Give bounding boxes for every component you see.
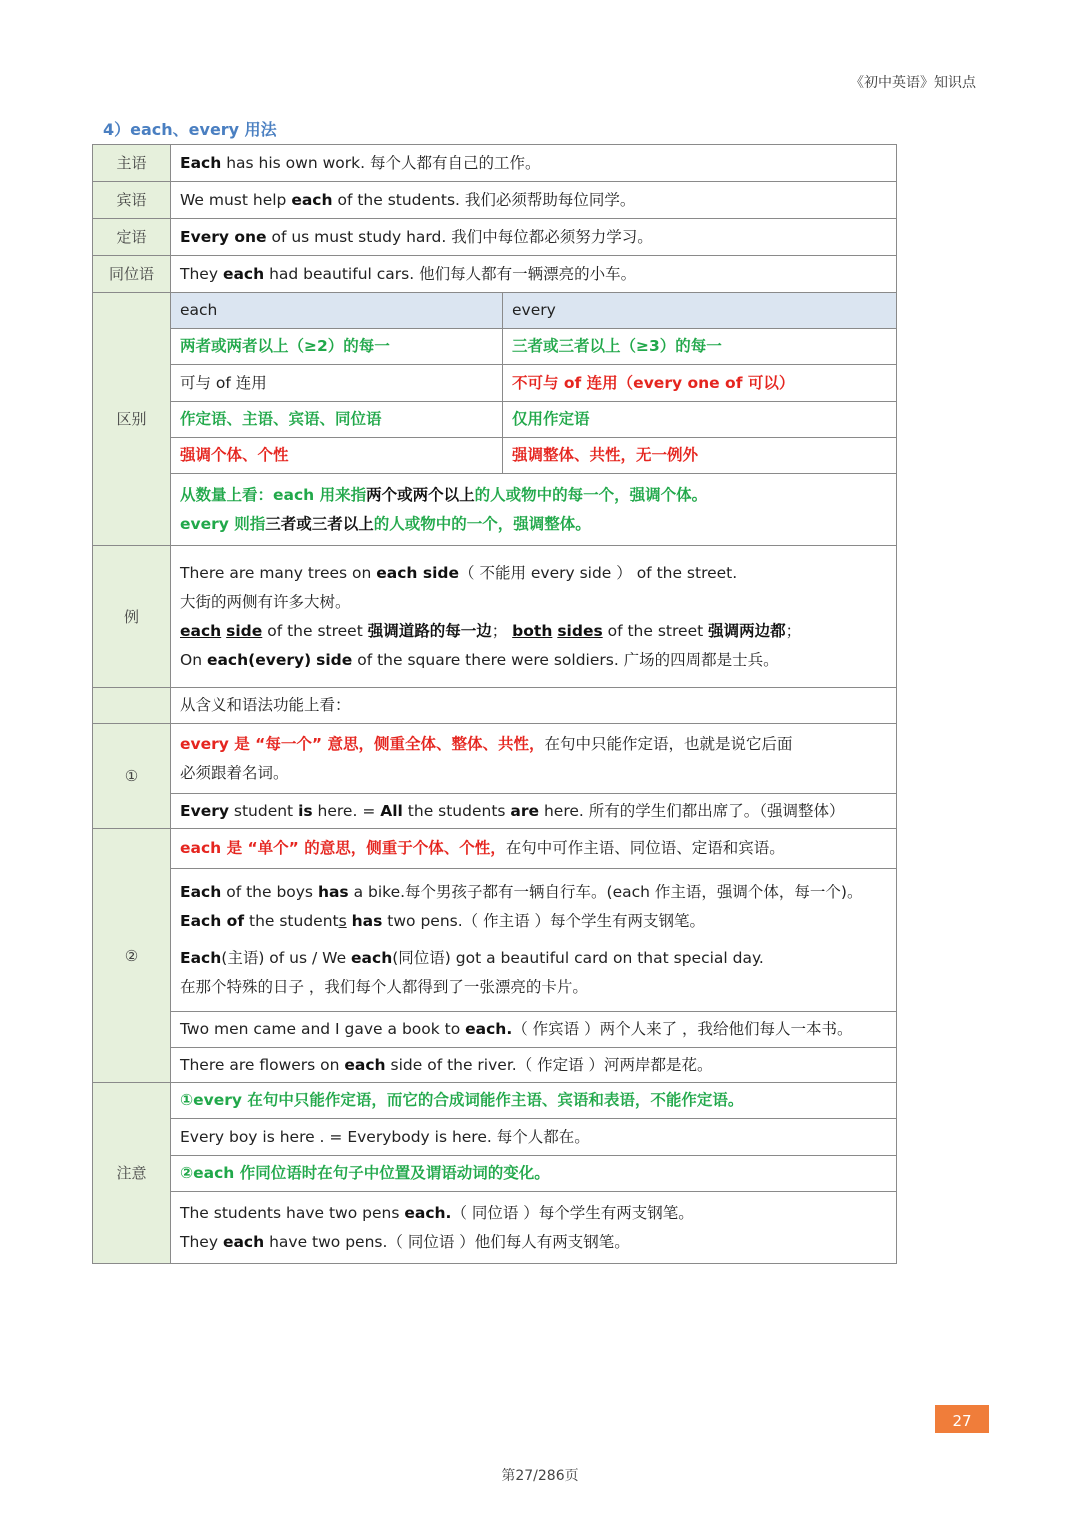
diff-cell: 可与 of 连用 — [171, 365, 503, 402]
circle2-object-example: Two men came and I gave a book to each.（ 作宾语 ）两个人来了 ，我给他们每人一本书。 — [171, 1012, 897, 1048]
row-label-subject: 主语 — [93, 145, 171, 182]
row-label-empty — [93, 688, 171, 724]
page-footer: 第27/286页 — [501, 1468, 579, 1484]
page-number-badge: 27 — [935, 1405, 989, 1433]
table-row — [93, 724, 897, 794]
table-row — [93, 1048, 897, 1083]
table-row — [93, 438, 897, 474]
row-label-example: 例 — [93, 546, 171, 688]
table-row — [93, 293, 897, 329]
table-row — [93, 794, 897, 829]
document-header: 《初中英语》知识点 — [850, 75, 976, 91]
diff-cell: 作定语、主语、宾语、同位语 — [171, 402, 503, 438]
diff-cell: 仅用作定语 — [503, 402, 897, 438]
table-row — [93, 474, 897, 546]
row-label-attributive: 定语 — [93, 219, 171, 256]
table-row — [93, 1119, 897, 1156]
table-row — [93, 1012, 897, 1048]
diff-cell: 强调整体、共性，无一例外 — [503, 438, 897, 474]
circle2-examples: Each of the boys has a bike.每个男孩子都有一辆自行车。(each 作主语，强调个体，每一个)。 Each of the students has two pens.（ 作主语 ）每个学生有两支钢笔。 Each(主语) of us / We each(同位语) got a beautiful card on that special day. 在那个特殊的日子 ，我们每个人都得到了一张漂亮的卡片。 — [171, 869, 897, 1012]
table-row — [93, 829, 897, 869]
circle2-attributive-example: There are flowers on each side of the river.（ 作定语 ）河两岸都是花。 — [171, 1048, 897, 1083]
column-header-every: every — [503, 293, 897, 329]
diff-cell: 强调个体、个性 — [171, 438, 503, 474]
note-2: ②each 作同位语时在句子中位置及谓语动词的变化。 — [171, 1156, 897, 1192]
table-row — [93, 546, 897, 688]
circle1-definition: every 是 “每一个” 意思，侧重全体、整体、共性，在句中只能作定语，也就是说它后面 必须跟着名词。 — [171, 724, 897, 794]
section-title: 4）each、every 用法 — [103, 120, 277, 139]
table-row — [93, 219, 897, 256]
column-header-each: each — [171, 293, 503, 329]
note-1-example: Every boy is here . = Everybody is here. 每个人都在。 — [171, 1119, 897, 1156]
table-row — [93, 869, 897, 1012]
table-row — [93, 1083, 897, 1119]
row-label-difference: 区别 — [93, 293, 171, 546]
table-row — [93, 182, 897, 219]
circle1-example: Every student is here. = All the students are here. 所有的学生们都出席了。（强调整体） — [171, 794, 897, 829]
row-label-note: 注意 — [93, 1083, 171, 1264]
note-2-examples: The students have two pens each.（ 同位语 ）每个学生有两支钢笔。 They each have two pens.（ 同位语 ）他们每人有两支钢笔。 — [171, 1192, 897, 1264]
usage-table — [92, 144, 897, 1264]
row-label-object: 宾语 — [93, 182, 171, 219]
diff-cell: 两者或两者以上（≥2）的每一 — [171, 329, 503, 365]
circle2-definition: each 是 “单个” 的意思，侧重于个体、个性，在句中可作主语、同位语、定语和宾语。 — [171, 829, 897, 869]
row-label-appositive: 同位语 — [93, 256, 171, 293]
row-content-appositive: They each had beautiful cars. 他们每人都有一辆漂亮的小车。 — [171, 256, 897, 293]
row-content-subject: Each has his own work. 每个人都有自己的工作。 — [171, 145, 897, 182]
example-content: There are many trees on each side（ 不能用 every side ） of the street. 大街的两侧有许多大树。 each side of the street 强调道路的每一边； both sides of the street 强调两边都； On each(every) side of the square there were soldiers. 广场的四周都是士兵。 — [171, 546, 897, 688]
table-row — [93, 145, 897, 182]
table-row — [93, 1192, 897, 1264]
table-row — [93, 402, 897, 438]
diff-summary: 从数量上看：each 用来指两个或两个以上的人或物中的每一个，强调个体。 every 则指三者或三者以上的人或物中的一个，强调整体。 — [171, 474, 897, 546]
diff-cell: 不可与 of 连用（every one of 可以） — [503, 365, 897, 402]
table-row — [93, 1156, 897, 1192]
note-1: ①every 在句中只能作定语，而它的合成词能作主语、宾语和表语，不能作定语。 — [171, 1083, 897, 1119]
table-row — [93, 256, 897, 293]
row-label-circle-1: ① — [93, 724, 171, 829]
table-row — [93, 329, 897, 365]
row-label-circle-2: ② — [93, 829, 171, 1083]
table-row — [93, 688, 897, 724]
meaning-intro: 从含义和语法功能上看： — [171, 688, 897, 724]
row-content-attributive: Every one of us must study hard. 我们中每位都必须努力学习。 — [171, 219, 897, 256]
table-row — [93, 365, 897, 402]
row-content-object: We must help each of the students. 我们必须帮助每位同学。 — [171, 182, 897, 219]
diff-cell: 三者或三者以上（≥3）的每一 — [503, 329, 897, 365]
